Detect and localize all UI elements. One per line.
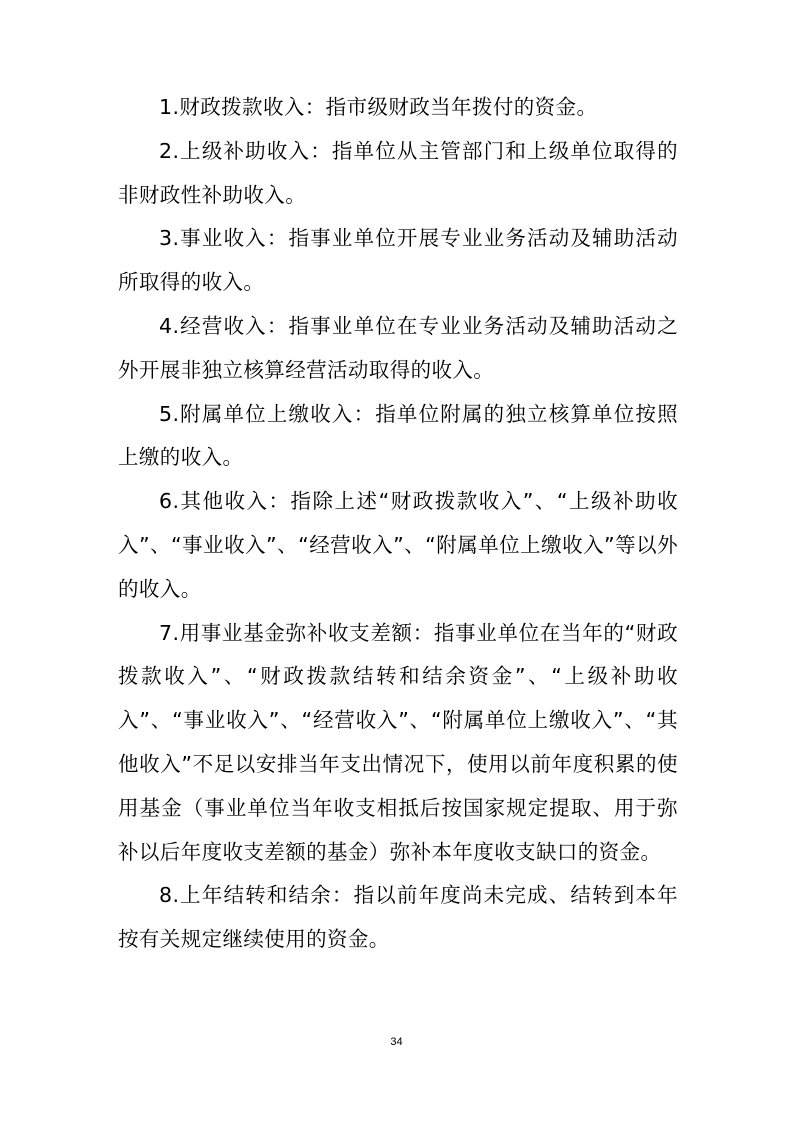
paragraph-business-income: 3.事业收入：指事业单位开展专业业务活动及辅助活动所取得的收入。: [118, 226, 678, 295]
page-number: 34: [390, 1036, 403, 1048]
paragraph-business-fund-deficit-offset: 7.用事业基金弥补收支差额：指事业单位在当年的“财政拨款收入”、“财政拨款结转和结余资金”、“上级补助收入”、“事业收入”、“经营收入”、“附属单位上缴收入”、“其他收入”不足以安排当年支出情况下，使用以前年度积累的使用基金（事业单位当年收支相抵后按国家规定提取、用于弥补以后年度收支差额的基金）弥补本年度收支缺口的资金。: [118, 620, 678, 864]
paragraph-prior-year-carryover: 8.上年结转和结余：指以前年度尚未完成、结转到本年按有关规定继续使用的资金。: [118, 883, 678, 952]
document-body: [118, 86, 678, 962]
paragraph-other-income: 6.其他收入：指除上述“财政拨款收入”、“上级补助收入”、“事业收入”、“经营收入”、“附属单位上缴收入”等以外的收入。: [118, 489, 678, 601]
paragraph-subsidiary-remittance-income: 5.附属单位上缴收入：指单位附属的独立核算单位按照上缴的收入。: [118, 401, 678, 470]
paragraph-superior-subsidy-income: 2.上级补助收入：指单位从主管部门和上级单位取得的非财政性补助收入。: [118, 138, 678, 207]
paragraph-operating-income: 4.经营收入：指事业单位在专业业务活动及辅助活动之外开展非独立核算经营活动取得的收入。: [118, 313, 678, 382]
paragraph-fiscal-appropriation-income: 1.财政拨款收入：指市级财政当年拨付的资金。: [159, 95, 598, 119]
